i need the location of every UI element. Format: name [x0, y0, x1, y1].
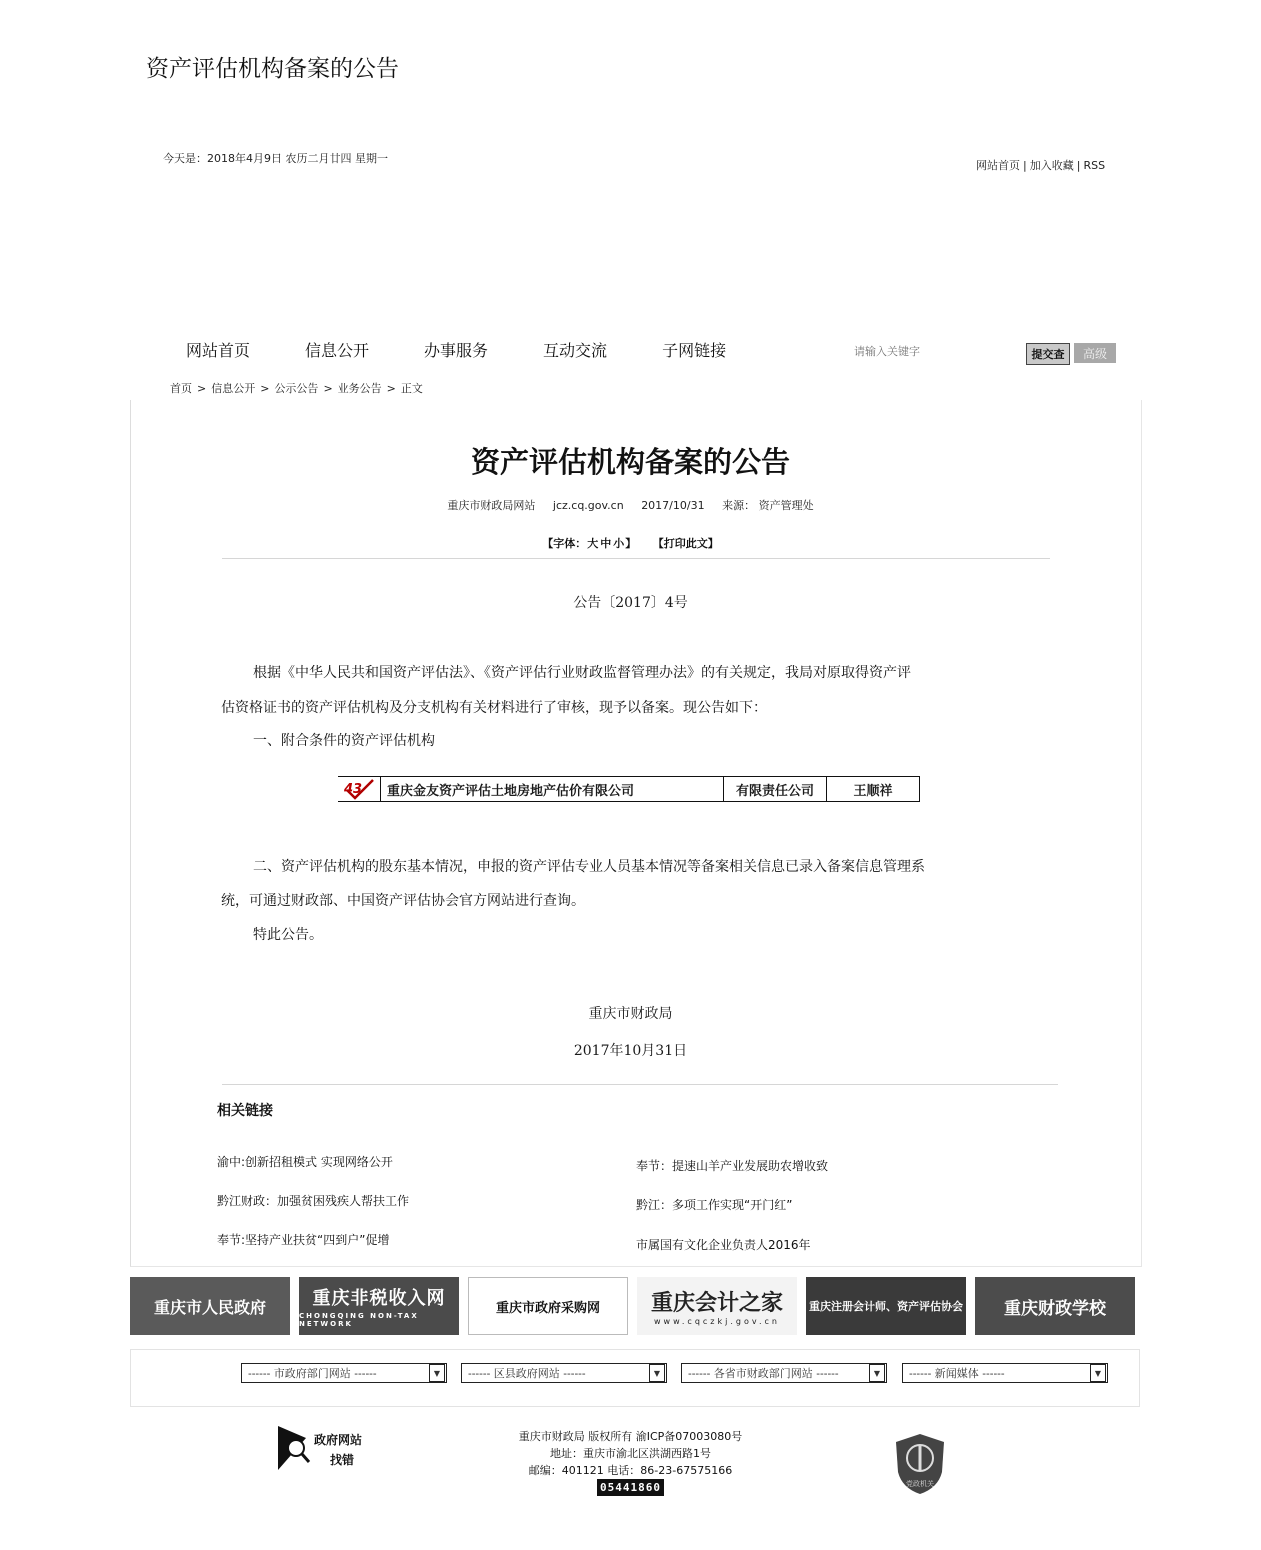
article-meta: [0, 497, 1261, 513]
today-date: 今天是：2018年4月9日 农历二月廿四 星期一: [163, 152, 388, 165]
partner-banners: [130, 1277, 1135, 1339]
banner-cq-government[interactable]: 重庆市人民政府: [130, 1277, 290, 1335]
banner-accounting-home[interactable]: 重庆会计之家 www.cqczkj.gov.cn: [637, 1277, 797, 1335]
nav-item-sublinks[interactable]: 子网链接: [662, 341, 727, 360]
divider: [222, 1084, 1058, 1085]
signature-org: 重庆市财政局: [588, 1006, 673, 1022]
font-size-large[interactable]: 大: [587, 537, 599, 550]
content-frame: [130, 400, 1142, 1267]
paragraph-1-line-1: 根据《中华人民共和国资产评估法》、《资产评估行业财政监督管理办法》的有关规定，我局对原取得资产评: [253, 665, 911, 681]
divider: [222, 558, 1050, 559]
firm-index: 43: [338, 777, 381, 802]
paragraph-2-line-2: 统，可通过财政部、中国资产评估协会官方网站进行查询。: [221, 893, 585, 909]
chevron-down-icon: ▼: [649, 1364, 665, 1382]
footer-contact: 邮编：401121 电话：86-23-67575166: [528, 1464, 733, 1477]
article-title: 资产评估机构备案的公告: [470, 445, 790, 479]
svg-text:党政机关: 党政机关: [906, 1480, 934, 1488]
svg-text:找错: 找错: [330, 1453, 355, 1467]
page-heading: 资产评估机构备案的公告: [146, 56, 399, 82]
chevron-down-icon: ▼: [869, 1364, 885, 1382]
meta-site: 重庆市财政局网站: [447, 499, 536, 512]
print-link[interactable]: 【打印此文】: [658, 537, 719, 550]
font-tools-prefix: 【字体：: [542, 537, 587, 550]
banner-procurement[interactable]: 重庆市政府采购网: [468, 1277, 628, 1335]
meta-source: 来源： 资产管理处: [722, 499, 814, 512]
meta-domain: jcz.cq.gov.cn: [552, 499, 624, 512]
banner-cpa-association[interactable]: 重庆注册会计师、资产评估协会: [806, 1277, 966, 1335]
footer-info: [0, 1428, 1261, 1496]
nav-item-info[interactable]: 信息公开: [305, 341, 370, 360]
nav-item-home[interactable]: 网站首页: [186, 341, 251, 360]
notice-number: 公告〔2017〕4号: [573, 595, 688, 611]
banner-finance-school[interactable]: 重庆财政学校: [975, 1277, 1135, 1335]
select-city-departments[interactable]: ------ 市政府部门网站 ------ ▼: [241, 1363, 447, 1383]
firm-name: 重庆金友资产评估土地房地产估价有限公司: [381, 777, 724, 802]
related-links-heading: 相关链接: [217, 1103, 273, 1119]
breadcrumb-info[interactable]: 信息公开: [211, 382, 256, 395]
chevron-down-icon: ▼: [429, 1364, 445, 1382]
paragraph-2-line-1: 二、资产评估机构的股东基本情况，申报的资产评估专业人员基本情况等备案相关信息已录入备案信息管理系: [253, 859, 925, 875]
svg-text:政府网站: 政府网站: [314, 1433, 363, 1447]
footer-address: 地址：重庆市渝北区洪湖西路1号: [550, 1447, 711, 1460]
nav-item-interaction[interactable]: 互动交流: [543, 341, 608, 360]
related-link[interactable]: 黔江财政：加强贫困残疾人帮扶工作: [217, 1194, 410, 1208]
link-rss[interactable]: RSS: [1083, 159, 1106, 172]
related-link[interactable]: 奉节:坚持产业扶贫“四到户”促增: [217, 1233, 390, 1247]
breadcrumb: 首页 > 信息公开 > 公示公告 > 业务公告 > 正文: [170, 382, 423, 395]
chevron-down-icon: ▼: [1090, 1364, 1106, 1382]
font-tools: [0, 535, 1261, 551]
meta-date: 2017/10/31: [641, 499, 705, 512]
checkmark-icon: [345, 778, 375, 802]
party-government-logo[interactable]: [894, 1432, 946, 1496]
font-tools-suffix: 】: [625, 537, 637, 550]
signature-date: 2017年10月31日: [573, 1043, 688, 1059]
related-link[interactable]: 市属国有文化企业负责人2016年: [636, 1238, 811, 1252]
select-district-governments[interactable]: ------ 区县政府网站 ------ ▼: [461, 1363, 667, 1383]
breadcrumb-current: 正文: [400, 382, 423, 395]
breadcrumb-home[interactable]: 首页: [170, 382, 192, 395]
font-size-medium[interactable]: 中: [600, 537, 612, 550]
table-row: [338, 777, 920, 802]
related-link[interactable]: 奉节：提速山羊产业发展助农增收致: [636, 1159, 829, 1173]
related-link[interactable]: 黔江：多项工作实现“开门红”: [636, 1198, 793, 1212]
firm-table: [338, 776, 920, 802]
banner-non-tax[interactable]: 重庆非税收入网 CHONGQING NON-TAX NETWORK: [299, 1277, 459, 1335]
main-nav: [186, 338, 781, 361]
breadcrumb-business[interactable]: 业务公告: [337, 382, 382, 395]
advanced-search-button[interactable]: 高级: [1074, 343, 1116, 363]
select-provincial-finance[interactable]: ------ 各省市财政部门网站 ------ ▼: [681, 1363, 887, 1383]
footer-copyright: 重庆市财政局 版权所有 渝ICP备07003080号: [518, 1430, 743, 1443]
nav-item-services[interactable]: 办事服务: [424, 341, 489, 360]
top-links: 网站首页 | 加入收藏 | RSS: [976, 159, 1106, 172]
visit-counter: 05441860: [597, 1479, 664, 1496]
breadcrumb-notices[interactable]: 公示公告: [274, 382, 319, 395]
firm-person: 王顺祥: [827, 777, 920, 802]
select-news-media[interactable]: ------ 新闻媒体 ------ ▼: [902, 1363, 1108, 1383]
search-input[interactable]: [852, 340, 1006, 362]
search-submit-button[interactable]: 提交查: [1026, 343, 1070, 365]
section-1-heading: 一、附合条件的资产评估机构: [253, 733, 435, 749]
paragraph-3: 特此公告。: [253, 927, 323, 943]
shield-icon: [894, 1432, 946, 1496]
related-link[interactable]: 渝中:创新招租模式 实现网络公开: [217, 1155, 393, 1169]
paragraph-1-line-2: 估资格证书的资产评估机构及分支机构有关材料进行了审核，现予以备案。现公告如下：: [221, 700, 767, 716]
firm-type: 有限责任公司: [724, 777, 827, 802]
link-favorite[interactable]: 加入收藏: [1029, 159, 1074, 172]
link-home[interactable]: 网站首页: [976, 159, 1020, 172]
font-size-small[interactable]: 小: [613, 537, 625, 550]
